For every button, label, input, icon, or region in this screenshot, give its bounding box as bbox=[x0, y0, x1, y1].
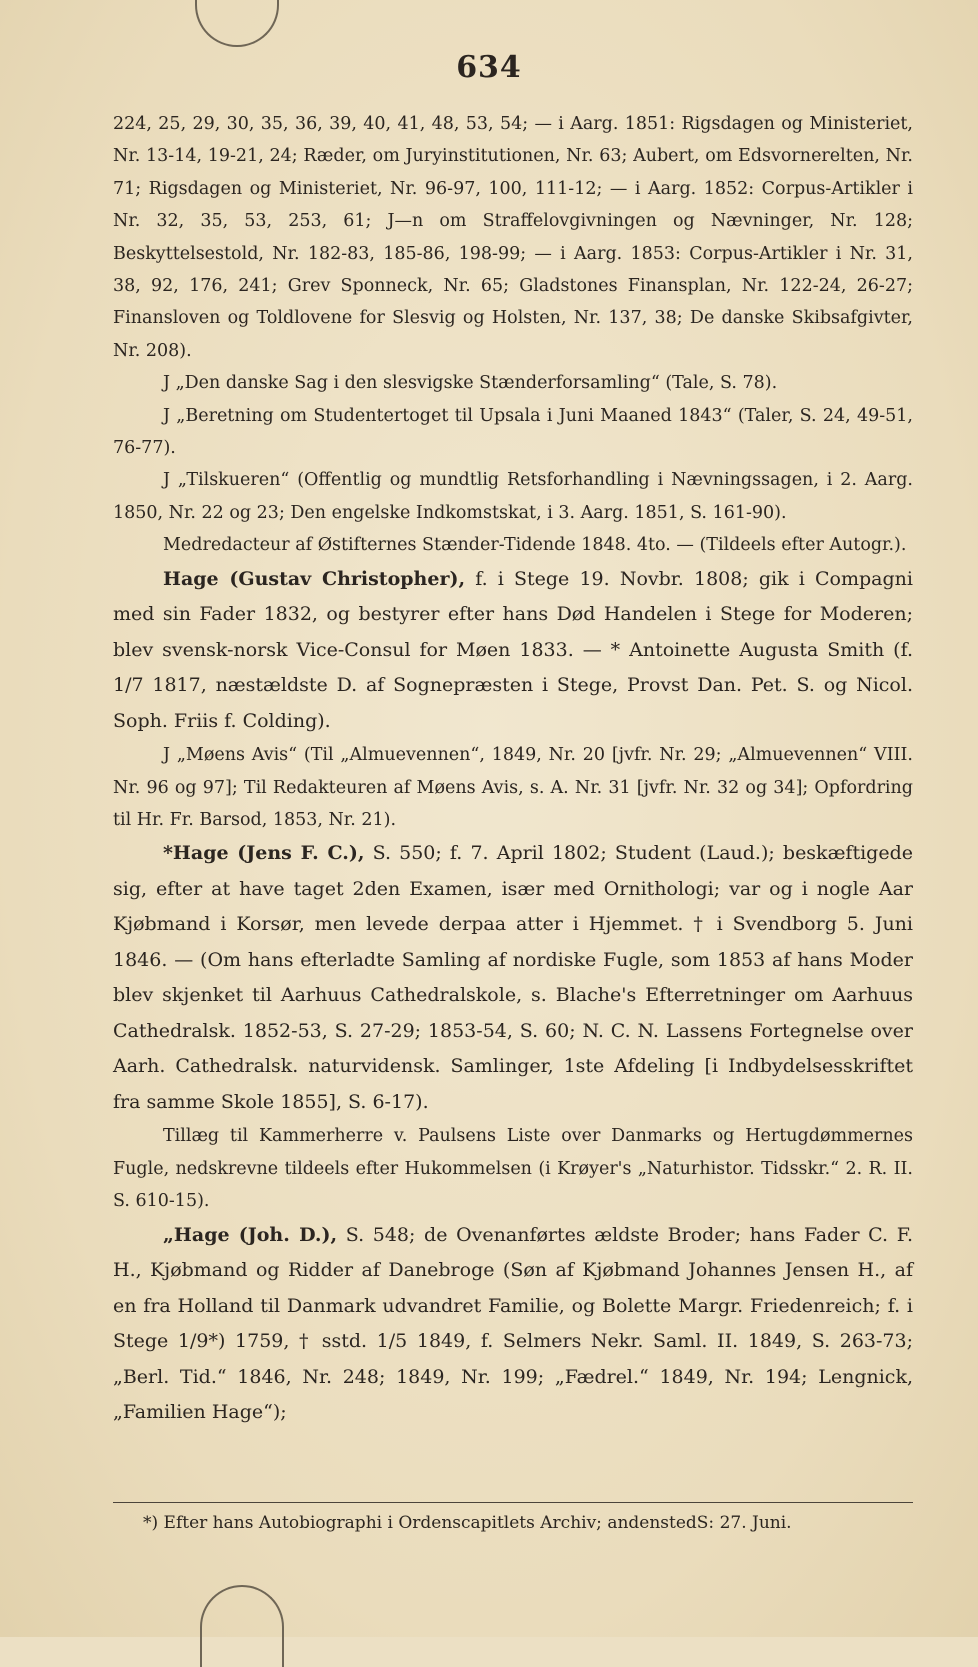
entry-head: „Hage (Joh. D.), bbox=[163, 1223, 338, 1246]
paragraph-1: J „Den danske Sag i den slesvigske Stænderforsamling“ (Tale, S. 78). bbox=[163, 373, 778, 394]
paragraph-3: J „Tilskueren“ (Offentlig og mundtlig Retsforhandling i Nævningssagen, i 2. Aarg. 1850, Nr. 22 og 23; Den engelske Indkomstskat, i 3. Aarg. 1851, S. 161-90). bbox=[113, 470, 913, 523]
paragraph-2: J „Beretning om Studentertoget til Upsala i Juni Maaned 1843“ (Taler, S. 24, 49-51, 76-77). bbox=[113, 405, 913, 459]
footnote: *) Efter hans Autobiographi i Ordenscapitlets Archiv; andenstedS: 27. Juni. bbox=[113, 1502, 913, 1533]
entry-head: Hage (Gustav Christopher), bbox=[163, 567, 466, 590]
page-corner-mark bbox=[195, 0, 279, 47]
paragraph-0: 224, 25, 29, 30, 35, 36, 39, 40, 41, 48, 53, 54; — i Aarg. 1851: Rigsdagen og Ministeriet, Nr. 13-14, 19-21, 24; Ræder, om Juryinstitutionen, Nr. 63; Aubert, om Edsvornerelten, Nr. 71; Rigsdagen og Ministeriet, Nr. 96-97, 100, 111-12; — i Aarg. 1852: Corpus-Artikler i Nr. 32, 35, 53, 253, 61; J—n om Straffelovgivningen og Nævninger, Nr. 128; Beskyttelsestold, Nr. 182-83, 185-86, 198-99; — i Aarg. 1853: Corpus-Artikler i Nr. 31, 38, 92, 176, 241; Grev Sponneck, Nr. 65; Gladstones Finansplan, Nr. 122-24, 26-27; Finansloven og Toldlovene for Slesvig og Holsten, Nr. 137, 38; De danske Skibsafgivter, Nr. 208). bbox=[113, 114, 913, 361]
page-number: 634 bbox=[456, 50, 522, 85]
paragraph-8: Tillæg til Kammerherre v. Paulsens Liste over Danmarks og Hertugdømmernes Fugle, nedskrevne tildeels efter Hukommelsen (i Krøyer's „Naturhistor. Tidsskr.“ 2. R. II. S. 610-15). bbox=[113, 1126, 913, 1212]
paragraph-6: J „Møens Avis“ (Til „Almuevennen“, 1849, Nr. 20 [jvfr. Nr. 29; „Almuevennen“ VIII. Nr. 96 og 97]; Til Redakteuren af Møens Avis, s. A. Nr. 31 [jvfr. Nr. 32 og 34]; Opfordring til Hr. Fr. Barsod, 1853, Nr. 21). bbox=[113, 745, 913, 830]
body-text bbox=[113, 108, 913, 1431]
entry-text: S. 550; f. 7. April 1802; Student (Laud.); beskæftigede sig, efter at have taget 2den Examen, især med Ornithologi; var og i nogle Aar Kjøbmand i Korsør, men levede derpaa atter i Hjemmet. † i Svendborg 5. Juni 1846. — (Om hans efterladte Samling af nordiske Fugle, som 1853 af hans Moder blev skjenket til Aarhuus Cathedralskole, s. Blache's Efterretninger om Aarhuus Cathedralsk. 1852-53, S. 27-29; 1853-54, S. 60; N. C. N. Lassens Fortegnelse over Aarh. Cathedralsk. naturvidensk. Samlinger, 1ste Afdeling [i Indbydelsesskriftet fra samme Skole 1855], S. 6-17). bbox=[113, 842, 913, 1113]
paragraph-4: Medredacteur af Østifternes Stænder-Tidende 1848. 4to. — (Tildeels efter Autogr.). bbox=[163, 535, 907, 556]
entry-hage-jens bbox=[113, 836, 913, 1120]
page-bottom-mark bbox=[200, 1585, 284, 1667]
entry-text: f. i Stege 19. Novbr. 1808; gik i Compagni med sin Fader 1832, og bestyrer efter hans Død Handelen i Stege for Moderen; blev svensk-norsk Vice-Consul for Møen 1833. — * Antoinette Augusta Smith (f. 1/7 1817, næstældste D. af Sognepræsten i Stege, Provst Dan. Pet. S. og Nicol. Soph. Friis f. Colding). bbox=[113, 567, 913, 732]
entry-text: S. 548; de Ovenanførtes ældste Broder; hans Fader C. F. H., Kjøbmand og Ridder af Danebroge (Søn af Kjøbmand Johannes Jensen H., af en fra Holland til Danmark udvandret Familie, og Bolette Margr. Friedenreich; f. i Stege 1/9*) 1759, † sstd. 1/5 1849, f. Selmers Nekr. Saml. II. 1849, S. 263-73; „Berl. Tid.“ 1846, Nr. 248; 1849, Nr. 199; „Fædrel.“ 1849, Nr. 194; Lengnick, „Familien Hage“); bbox=[113, 1223, 913, 1424]
entry-hage-gustav bbox=[113, 562, 913, 740]
entry-head: *Hage (Jens F. C.), bbox=[163, 842, 365, 865]
entry-hage-johannes bbox=[113, 1218, 913, 1431]
